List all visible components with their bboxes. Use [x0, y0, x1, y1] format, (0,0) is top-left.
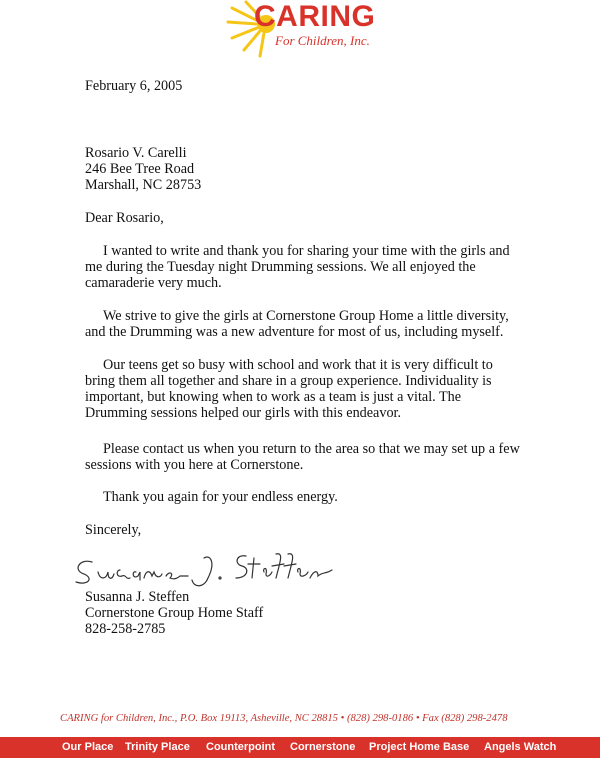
salutation: Dear Rosario, [85, 210, 164, 226]
recipient-city: Marshall, NC 28753 [85, 177, 202, 193]
footer-address: CARING for Children, Inc., P.O. Box 19113, Asheville, NC 28815 • (828) 298-0186 • Fax (828) 298-2478 [60, 713, 508, 724]
program-counterpoint: Counterpoint [206, 741, 276, 753]
program-our-place: Our Place [62, 741, 114, 753]
letter-date: February 6, 2005 [85, 78, 183, 94]
paragraph-3: Our teens get so busy with school and work that it is very difficult to bring them all together and share in a group experience. Individuality is important, but knowing when to work as a team is just a vital. The Drumming sessions helped our girls with this endeavor. [85, 357, 493, 421]
program-trinity-place: Trinity Place [125, 741, 190, 753]
brand-name: CARING [254, 0, 376, 33]
program-project-home-base: Project Home Base [369, 741, 470, 753]
program-cornerstone: Cornerstone [290, 741, 356, 753]
signer-phone: 828-258-2785 [85, 621, 166, 637]
paragraph-2: We strive to give the girls at Cornerstone Group Home a little diversity, and the Drumming was a new adventure for most of us, including myself. [85, 308, 509, 340]
paragraph-4: Please contact us when you return to the area so that we may set up a few sessions with you here at Cornerstone. [85, 441, 520, 473]
handwritten-signature [70, 548, 340, 590]
closing: Sincerely, [85, 522, 142, 538]
recipient-street: 246 Bee Tree Road [85, 161, 195, 177]
paragraph-5: Thank you again for your endless energy. [103, 489, 338, 505]
signer-title: Cornerstone Group Home Staff [85, 605, 264, 621]
program-angels-watch: Angels Watch [484, 741, 557, 753]
recipient-name: Rosario V. Carelli [85, 145, 187, 161]
signer-name: Susanna J. Steffen [85, 589, 190, 605]
brand-tagline: For Children, Inc. [275, 33, 370, 48]
paragraph-1: I wanted to write and thank you for sharing your time with the girls and me during the Tuesday night Drumming sessions. We all enjoyed the camaraderie very much. [85, 243, 510, 291]
